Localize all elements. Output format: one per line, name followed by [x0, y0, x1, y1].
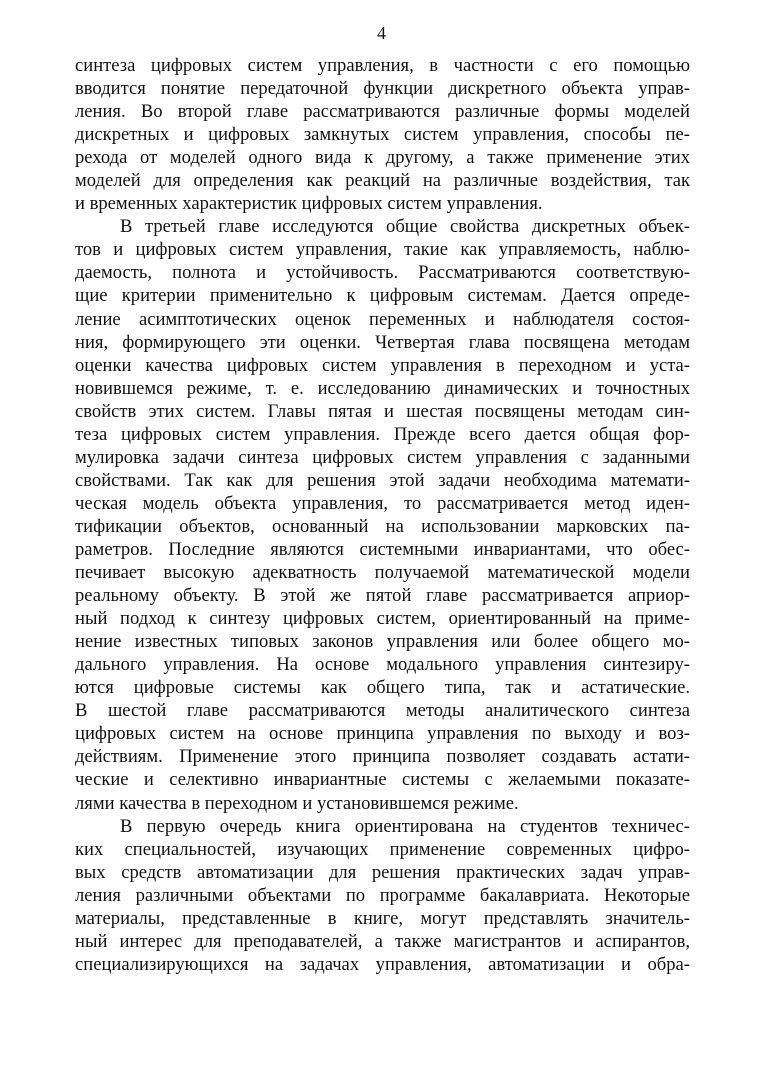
text-line: и временных характеристик цифровых систем управления.: [75, 193, 543, 215]
text-line: ный подход к синтезу цифровых систем, ориентированный на приме-: [75, 608, 690, 630]
text-line: моделей для определения как реакций на различные воздействия, так: [75, 170, 690, 192]
text-line: свойствами. Так как для решения этой задачи необходима математи-: [75, 469, 690, 491]
text-line: теза цифровых систем управления. Прежде всего дается общая фор-: [75, 423, 690, 445]
body-text: [75, 54, 690, 976]
text-line: свойств этих систем. Главы пятая и шестая посвящены методам син-: [75, 400, 690, 422]
text-line: ния, формирующего эти оценки. Четвертая глава посвящена методам: [75, 331, 690, 353]
text-line: рехода от моделей одного вида к другому, а также применение этих: [75, 147, 690, 169]
text-line: мулировка задачи синтеза цифровых систем управления с заданными: [75, 446, 690, 468]
paragraph-1: [75, 54, 690, 215]
text-line: ких специальностей, изучающих применение современных цифро-: [75, 838, 690, 860]
text-line: ческая модель объекта управления, то рассматривается метод иден-: [75, 492, 690, 514]
text-line: цифровых систем на основе принципа управления по выходу и воз-: [75, 723, 690, 745]
text-line: оценки качества цифровых систем управления в переходном и уста-: [75, 354, 690, 376]
text-line: ются цифровые системы как общего типа, так и астатические.: [75, 677, 690, 699]
text-line: ление асимптотических оценок переменных и наблюдателя состоя-: [75, 308, 690, 330]
text-line: нение известных типовых законов управления или более общего мо-: [75, 631, 690, 653]
text-line: В первую очередь книга ориентирована на студентов техничес-: [120, 815, 690, 837]
text-line: вых средств автоматизации для решения практических задач управ-: [75, 861, 690, 883]
text-line: дального управления. На основе модального управления синтезиру-: [75, 654, 690, 676]
text-line: ческие и селективно инвариантные системы с желаемыми показате-: [75, 769, 690, 791]
text-line: ный интерес для преподавателей, а также магистрантов и аспирантов,: [75, 930, 690, 952]
text-line: действиям. Применение этого принципа позволяет создавать астати-: [75, 746, 690, 768]
text-line: даемость, полнота и устойчивость. Рассматриваются соответствую-: [75, 262, 690, 284]
text-line: лями качества в переходном и установившемся режиме.: [75, 792, 519, 814]
text-line: вводится понятие передаточной функции дискретного объекта управ-: [75, 78, 690, 100]
page-number: 4: [377, 23, 386, 43]
text-line: В шестой главе рассматриваются методы аналитического синтеза: [75, 700, 690, 722]
text-line: синтеза цифровых систем управления, в частности с его помощью: [75, 55, 690, 76]
text-line: материалы, представленные в книге, могут представлять значитель-: [75, 907, 690, 929]
text-line: новившемся режиме, т. е. исследованию динамических и точностных: [75, 377, 690, 399]
text-line: тов и цифровых систем управления, такие как управляемость, наблю-: [75, 239, 690, 261]
paragraph-3: [75, 815, 690, 976]
text-line: тификации объектов, основанный на использовании марковских па-: [75, 515, 690, 537]
text-line: ления различными объектами по программе бакалавриата. Некоторые: [75, 884, 690, 906]
text-line: В третьей главе исследуются общие свойства дискретных объек-: [120, 216, 690, 238]
text-line: дискретных и цифровых замкнутых систем управления, способы пе-: [75, 124, 690, 146]
text-line: раметров. Последние являются системными инвариантами, что обес-: [75, 538, 690, 560]
text-line: печивает высокую адекватность получаемой математической модели: [75, 562, 690, 584]
text-line: щие критерии применительно к цифровым системам. Дается опреде-: [75, 285, 690, 307]
text-line: реальному объекту. В этой же пятой главе рассматривается априор-: [75, 585, 690, 607]
text-line: ления. Во второй главе рассматриваются различные формы моделей: [75, 101, 690, 123]
paragraph-2: [75, 215, 690, 814]
text-line: специализирующихся на задачах управления, автоматизации и обра-: [75, 953, 690, 975]
